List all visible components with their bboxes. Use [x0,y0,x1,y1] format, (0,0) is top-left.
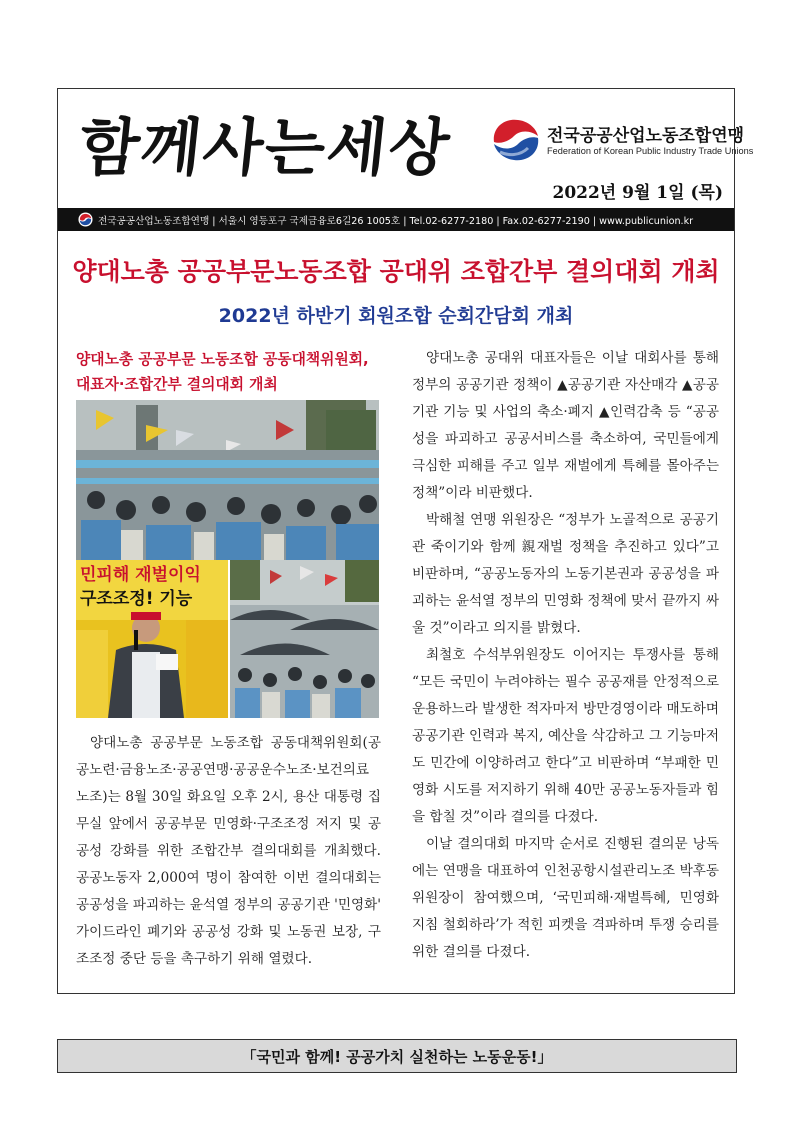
rally-crowd-photo [76,400,379,560]
crowd-tents-photo [230,560,379,718]
section-title [76,347,386,397]
footer-slogan: 「국민과 함께! 공공가치 실천하는 노동운동!」 [241,1047,553,1066]
article-subheadline: 2022년 하반기 회원조합 순회간담회 개최 [218,305,574,327]
section-title-line2: 대표자·조합간부 결의대회 개최 [76,376,278,393]
article-left-column [76,730,381,973]
speaker-photo [76,560,228,718]
fkpu-logo-icon [488,112,544,168]
fkpu-mini-logo-icon [78,212,93,227]
article-paragraph: 박해철 연맹 위원장은 “정부가 노골적으로 공공기관 죽이기와 함께 親재벌 정책을 추진하고 있다”고 비판하며, “공공노동자의 노동기본권과 공공성을 파괴하는 윤석열 정부의 민영화 정책에 맞서 끝까지 싸울 것”이라고 의지를 밝혔다. [412,512,719,636]
contact-info-bar [58,208,734,231]
issue-date: 2022년 9월 1일 (목) [552,183,723,203]
contact-info-text: 전국공공산업노동조합연맹 | 서울시 영등포구 국제금융로6길26 1005호 | Tel.02-6277-2180 | Fax.02-6277-2190 | www.publicunion.kr [98,215,694,227]
masthead-title: 함께사는세상 [75,111,455,184]
article-paragraph-intro: 양대노총 공공부문 노동조합 공동대책위원회(공공노련·금융노조·공공연맹·공공운수노조·보건의료노조)는 8월 30일 화요일 오후 2시, 용산 대통령 집무실 앞에서 공공부문 민영화·구조조정 저지 및 공공성 강화를 위한 조합간부 결의대회를 개최했다. 공공노동자 2,000여 명이 참여한 이번 결의대회는 공공성을 파괴하는 윤석열 정부의 공공기관 '민영화' 가이드라인 폐기와 공공성 강화 및 노동권 보장, 구조조정 중단 등을 촉구하기 위해 열렸다. [76,735,381,967]
article-headline: 양대노총 공공부문노동조합 공대위 조합간부 결의대회 개최 [72,257,720,286]
article-right-column [412,345,719,966]
protest-sign-text-1: 민피해 재벌이익 [80,565,201,585]
org-name-ko: 전국공공산업노동조합연맹 [547,126,745,146]
article-paragraph: 최철호 수석부위원장도 이어지는 투쟁사를 통해 “모든 국민이 누려야하는 필수 공공재를 안정적으로 운용하느라 발생한 적자마저 방만경영이라 매도하며 공공기관 인력과 복지, 예산을 삭감하고 그 기능마저도 민간에 이양하려고 한다”고 비판하며 “부패한 민영화 시도를 저지하기 위해 40만 공공노동자들과 힘을 합칠 것”이라 결의를 다졌다. [412,647,719,825]
article-paragraph: 양대노총 공대위 대표자들은 이날 대회사를 통해 정부의 공공기관 정책이 ▲공공기관 자산매각 ▲공공기관 기능 및 사업의 축소·폐지 ▲인력감축 등 “공공성을 파괴하고 공공서비스를 축소하여, 국민들에게 극심한 피해를 주고 일부 재벌에게 특혜를 몰아주는 정책”이라 비판했다. [412,350,719,501]
footer-slogan-bar [57,1039,737,1073]
article-paragraph: 이날 결의대회 마지막 순서로 진행된 결의문 낭독에는 연맹을 대표하여 인천공항시설관리노조 박후동 위원장이 참여했으며, ‘국민피해·재벌특혜, 민영화 지침 철회하라’가 적힌 피켓을 격파하며 투쟁 승리를 위한 결의를 다졌다. [412,836,719,960]
protest-sign-text-2: 구조조정! 기능 [80,589,193,609]
org-name-en: Federation of Korean Public Industry Trade Unions [547,146,754,156]
section-title-line1: 양대노총 공공부문 노동조합 공동대책위원회, [76,351,369,368]
